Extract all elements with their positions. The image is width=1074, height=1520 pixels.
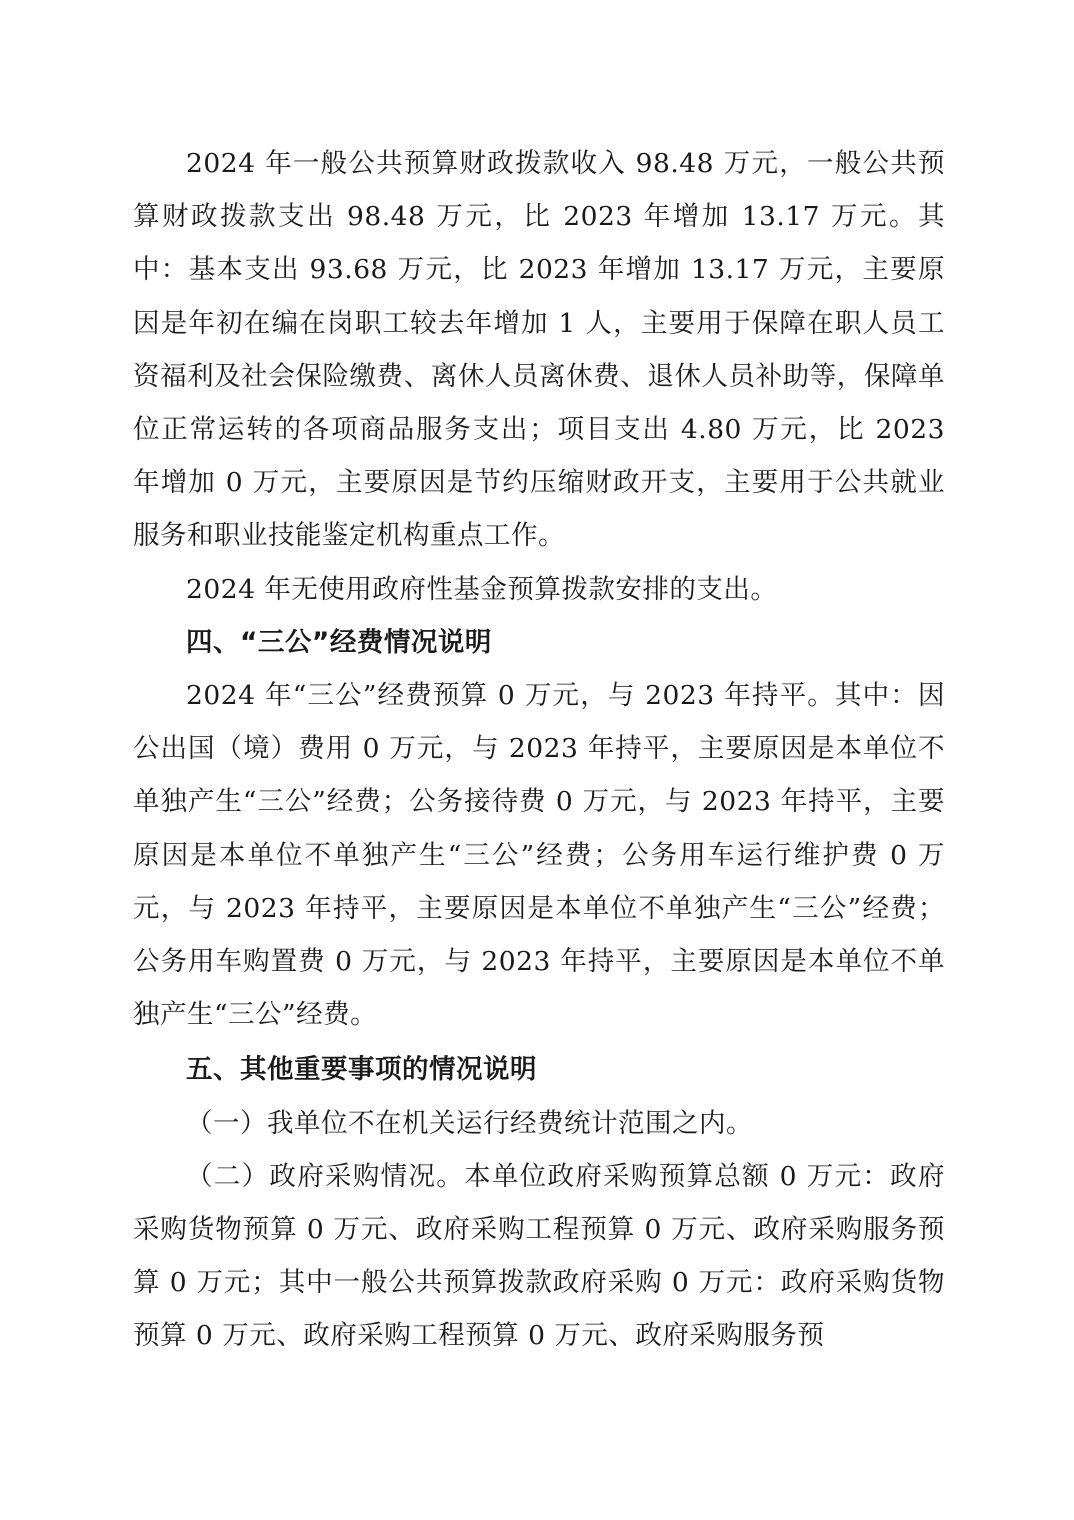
section-heading-other-matters: 五、其他重要事项的情况说明 [186,1054,537,1086]
paragraph-three-public-expenses: 2024 年“三公”经费预算 0 万元，与 2023 年持平。其中：因公出国（境）费用 0 万元，与 2023 年持平，主要原因是本单位不单独产生“三公”经费；公务接待费 0 万元，与 2023 年持平，主要原因是本单位不单独产生“三公”经费；公务用车运行维护费 0 万元，与 2023 年持平，主要原因是本单位不单独产生“三公”经费；公务用车购置费 0 万元，与 2023 年持平，主要原因是本单位不单独产生“三公”经费。 [133,680,945,1031]
section-heading-three-public-expenses: 四、“三公”经费情况说明 [186,626,492,658]
document-body [133,137,945,1363]
paragraph-government-fund: 2024 年无使用政府性基金预算拨款安排的支出。 [186,573,778,605]
paragraph-operating-expenses: （一）我单位不在机关运行经费统计范围之内。 [186,1107,753,1139]
paragraph-budget-income-expense: 2024 年一般公共预算财政拨款收入 98.48 万元，一般公共预算财政拨款支出 98.48 万元，比 2023 年增加 13.17 万元。其中：基本支出 93.68 万元，比 2023 年增加 13.17 万元，主要原因是年初在编在岗职工较去年增加 1 人，主要用于保障在职人员工资福利及社会保险缴费、离休人员离休费、退休人员补助等，保障单位正常运转的各项商品服务支出；项目支出 4.80 万元，比 2023 年增加 0 万元，主要原因是节约压缩财政开支，主要用于公共就业服务和职业技能鉴定机构重点工作。 [133,148,945,552]
paragraph-government-procurement: （二）政府采购情况。本单位政府采购预算总额 0 万元：政府采购货物预算 0 万元、政府采购工程预算 0 万元、政府采购服务预算 0 万元；其中一般公共预算拨款政府采购 0 万元：政府采购货物预算 0 万元、政府采购工程预算 0 万元、政府采购服务预 [133,1160,945,1352]
